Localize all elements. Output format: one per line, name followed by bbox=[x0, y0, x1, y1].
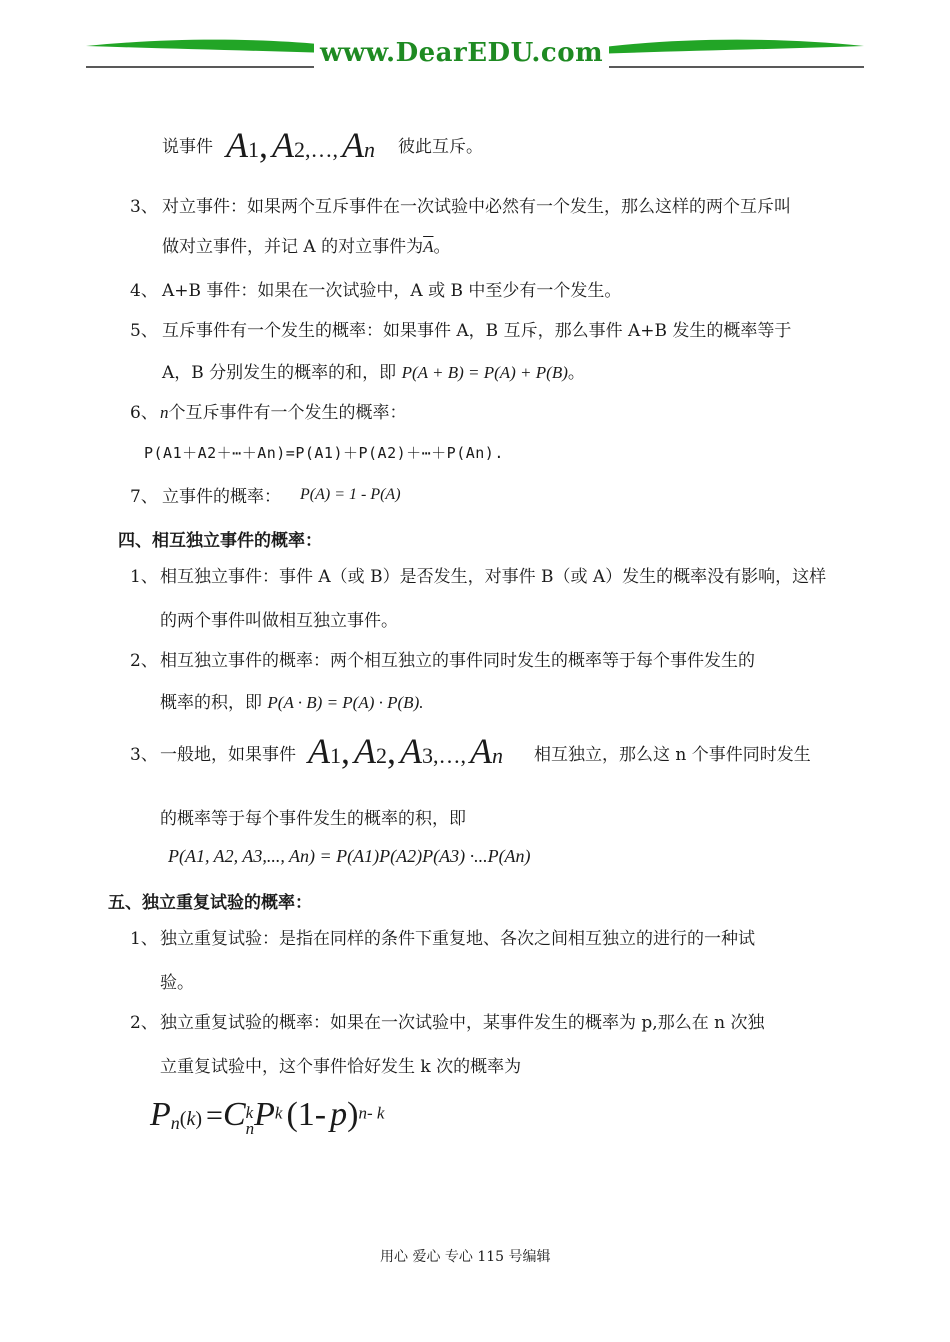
s5-item-2-num: 2、 bbox=[130, 1013, 158, 1033]
s5-item-2-line1: 独立重复试验的概率：如果在一次试验中，某事件发生的概率为 p,那么在 n 次独 bbox=[160, 1013, 765, 1033]
binomial-formula: $P_n(k) =C$ k n $P^k$ (1- p)$^{n- k}$ bbox=[150, 1096, 385, 1139]
s5-item-1-num: 1、 bbox=[130, 929, 158, 949]
item-5-line1: 互斥事件有一个发生的概率：如果事件 A，B 互斥，那么事件 A+B 发生的概率等于 bbox=[162, 321, 792, 341]
section-5-title: 五、独立重复试验的概率： bbox=[108, 893, 312, 913]
s4-item-3-symbols: A1, A2, A3,…, An bbox=[308, 731, 503, 771]
item-6-num: 6、 bbox=[130, 403, 158, 423]
s4-item-2-num: 2、 bbox=[130, 651, 158, 671]
item-5-suffix: 。 bbox=[567, 363, 585, 383]
s4-item-1-line1: 相互独立事件：事件 A（或 B）是否发生，对事件 B（或 A）发生的概率没有影响，这样 bbox=[160, 567, 827, 587]
s5-item-1-line2: 验。 bbox=[160, 973, 194, 993]
site-title: www.DearEDU.com bbox=[314, 38, 609, 68]
s4-item-2-line2-text: 概率的积，即 bbox=[160, 693, 262, 713]
top-line bbox=[162, 136, 213, 158]
s4-item-3-formula: P(A1, A2, A3,..., An) = P(A1)P(A2)P(A3) ·...P(An) bbox=[168, 846, 531, 866]
s5-item-2-line2: 立重复试验中，这个事件恰好发生 k 次的概率为 bbox=[160, 1057, 522, 1077]
s4-item-3-lead: 一般地，如果事件 bbox=[160, 745, 296, 765]
item-6-text: 个互斥事件有一个发生的概率： bbox=[168, 403, 407, 423]
s4-item-2-line2 bbox=[160, 692, 423, 714]
s4-item-1-line2: 的两个事件叫做相互独立事件。 bbox=[160, 611, 398, 631]
item-6-line bbox=[160, 402, 407, 424]
s4-item-3-tail: 相互独立，那么这 n 个事件同时发生 bbox=[534, 745, 811, 765]
s5-item-1-line1: 独立重复试验：是指在同样的条件下重复地、各次之间相互独立的进行的一种试 bbox=[160, 929, 755, 949]
s4-item-1-num: 1、 bbox=[130, 567, 158, 587]
s4-item-3-line2: 的概率等于每个事件发生的概率的积，即 bbox=[160, 809, 466, 829]
s4-item-3-num: 3、 bbox=[130, 745, 158, 765]
top-line-symbols: A1, A2,…, An bbox=[226, 125, 375, 165]
item-3-num: 3、 bbox=[130, 197, 158, 217]
top-line-lead: 说事件 bbox=[162, 137, 213, 157]
item-7-num: 7、 bbox=[130, 487, 158, 507]
item-7-text: 立事件的概率： bbox=[162, 487, 281, 507]
header-banner bbox=[86, 30, 864, 72]
top-line-tail: 彼此互斥。 bbox=[398, 137, 483, 157]
item-3-line1: 对立事件：如果两个互斥事件在一次试验中必然有一个发生，那么这样的两个互斥叫 bbox=[162, 197, 791, 217]
item-3-line2 bbox=[162, 236, 450, 258]
item-5-formula: P(A + B) = P(A) + P(B) bbox=[401, 363, 568, 382]
item-5-line2 bbox=[162, 362, 585, 384]
item-6-n: n bbox=[160, 403, 169, 422]
item-6-formula: P(A1＋A2＋⋯＋An)=P(A1)＋P(A2)＋⋯＋P(An). bbox=[144, 444, 504, 462]
item-3-line2-text: 做对立事件，并记 A 的对立事件为 bbox=[162, 237, 424, 257]
s4-item-2-line1: 相互独立事件的概率：两个相互独立的事件同时发生的概率等于每个事件发生的 bbox=[160, 651, 755, 671]
item-4-num: 4、 bbox=[130, 281, 158, 301]
item-5-num: 5、 bbox=[130, 321, 158, 341]
complement-A: $\overline{A}$ bbox=[423, 237, 434, 256]
s4-item-2-formula: P(A · B) = P(A) · P(B). bbox=[267, 693, 424, 712]
item-3-suffix: 。 bbox=[433, 237, 451, 257]
item-5-line2-text: A，B 分别发生的概率的和，即 bbox=[162, 363, 397, 383]
section-4-title: 四、相互独立事件的概率： bbox=[118, 531, 322, 551]
footer-text: 用心 爱心 专心 115 号编辑 bbox=[380, 1249, 551, 1265]
item-7-formula: P(A) = 1 - P(A) bbox=[300, 486, 401, 503]
item-4-line1: A+B 事件：如果在一次试验中，A 或 B 中至少有一个发生。 bbox=[162, 281, 622, 301]
